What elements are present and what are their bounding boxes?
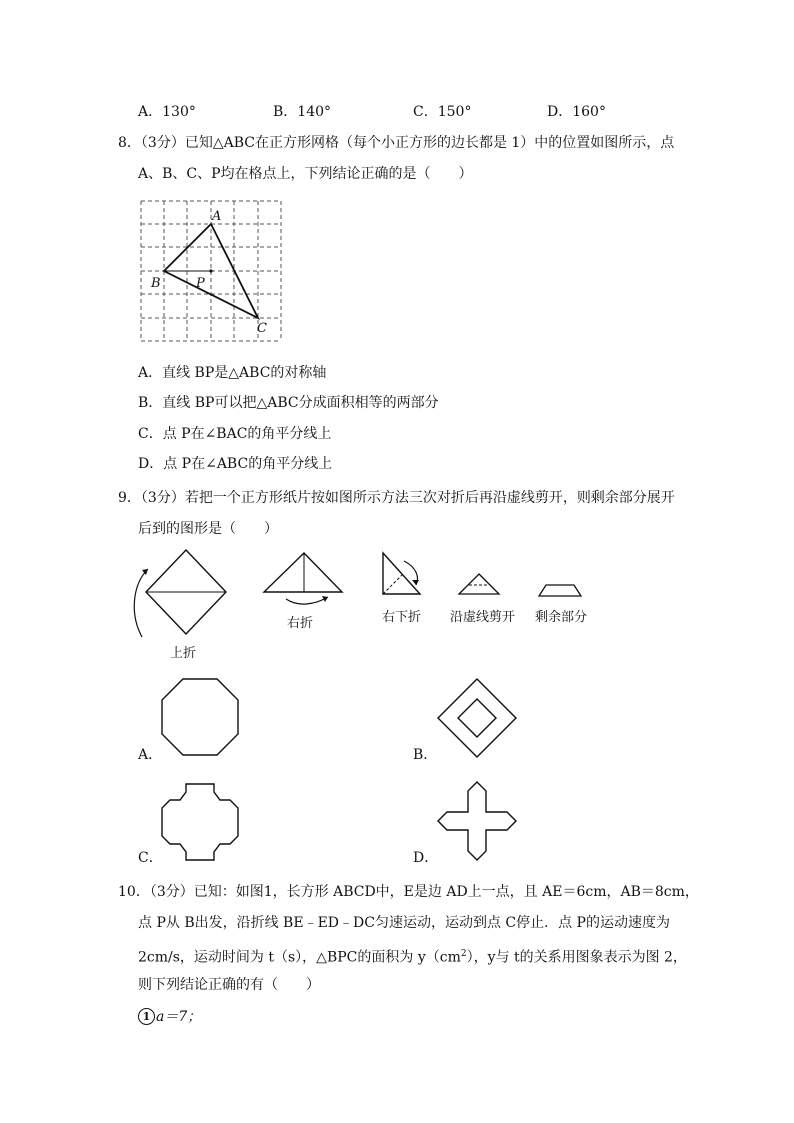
q8-option-a: A．直线 BP是△ABC的对称轴 xyxy=(138,365,327,381)
q9-option-a-shape xyxy=(160,677,240,757)
q8-grid-figure xyxy=(138,198,288,348)
step-label-up: 上折 xyxy=(170,646,197,661)
q8-stem-line1: 8．（3分）已知△ABC在正方形网格（每个小正方形的边长都是 1）中的位置如图所示，点 xyxy=(118,135,675,151)
q10-stem-line2: 点 P从 B出发，沿折线 BE﹣ED﹣DC匀速运动，运动到点 C停止．点 P的运动速度为 xyxy=(138,915,670,931)
label-b: B xyxy=(151,276,161,291)
q9-option-d: D． xyxy=(413,850,439,866)
step-label-right: 右折 xyxy=(287,616,314,631)
label-p: P xyxy=(196,276,205,291)
q9-option-c-shape xyxy=(160,782,240,862)
q9-option-d-shape xyxy=(436,780,518,862)
step-label-cut: 沿虚线剪开 xyxy=(450,610,516,625)
q9-option-c: C． xyxy=(138,850,163,866)
q9-option-b-shape xyxy=(436,677,518,759)
q9-stem-line1: 9．（3分）若把一个正方形纸片按如图所示方法三次对折后再沿虚线剪开，则剩余部分展开 xyxy=(118,490,675,506)
q9-option-b: B． xyxy=(413,747,438,763)
q8-option-d: D．点 P在∠ABC的角平分线上 xyxy=(138,456,333,472)
q10-stem-line3: 2cm/s，运动时间为 t（s），△BPC的面积为 $y(cm^2)$，y与 t的关系用图象表示为图 2， xyxy=(138,949,687,966)
q7-option-a: A．130° xyxy=(138,104,196,120)
label-a: A xyxy=(212,209,222,224)
step-label-remain: 剩余部分 xyxy=(535,610,588,625)
step-label-right-down: 右下折 xyxy=(382,610,422,625)
q7-option-b: B．140° xyxy=(273,104,332,120)
circled-number: 1 xyxy=(138,1008,155,1025)
q10-item-1: 1 a＝7； xyxy=(138,1007,201,1027)
q8-stem-line2: A、B、C、P均在格点上，下列结论正确的是（ ） xyxy=(138,166,473,182)
q9-fold-steps-figure xyxy=(120,545,620,675)
q8-option-b: B．直线 BP可以把△ABC分成面积相等的两部分 xyxy=(138,395,439,411)
q10-stem-line4: 则下列结论正确的有（ ） xyxy=(138,977,320,993)
q9-stem-line2: 后到的图形是（ ） xyxy=(138,521,278,537)
q8-option-c: C．点 P在∠BAC的角平分线上 xyxy=(138,426,332,442)
label-c: C xyxy=(257,321,267,336)
q7-option-c: C．150° xyxy=(413,104,472,120)
q9-option-a: A． xyxy=(138,747,163,763)
q7-option-d: D．160° xyxy=(547,104,606,120)
q10-stem-line1: 10．（3分）已知：如图1，长方形 ABCD中，E是边 AD上一点，且 AE＝6cm，AB＝8cm， xyxy=(118,884,699,900)
